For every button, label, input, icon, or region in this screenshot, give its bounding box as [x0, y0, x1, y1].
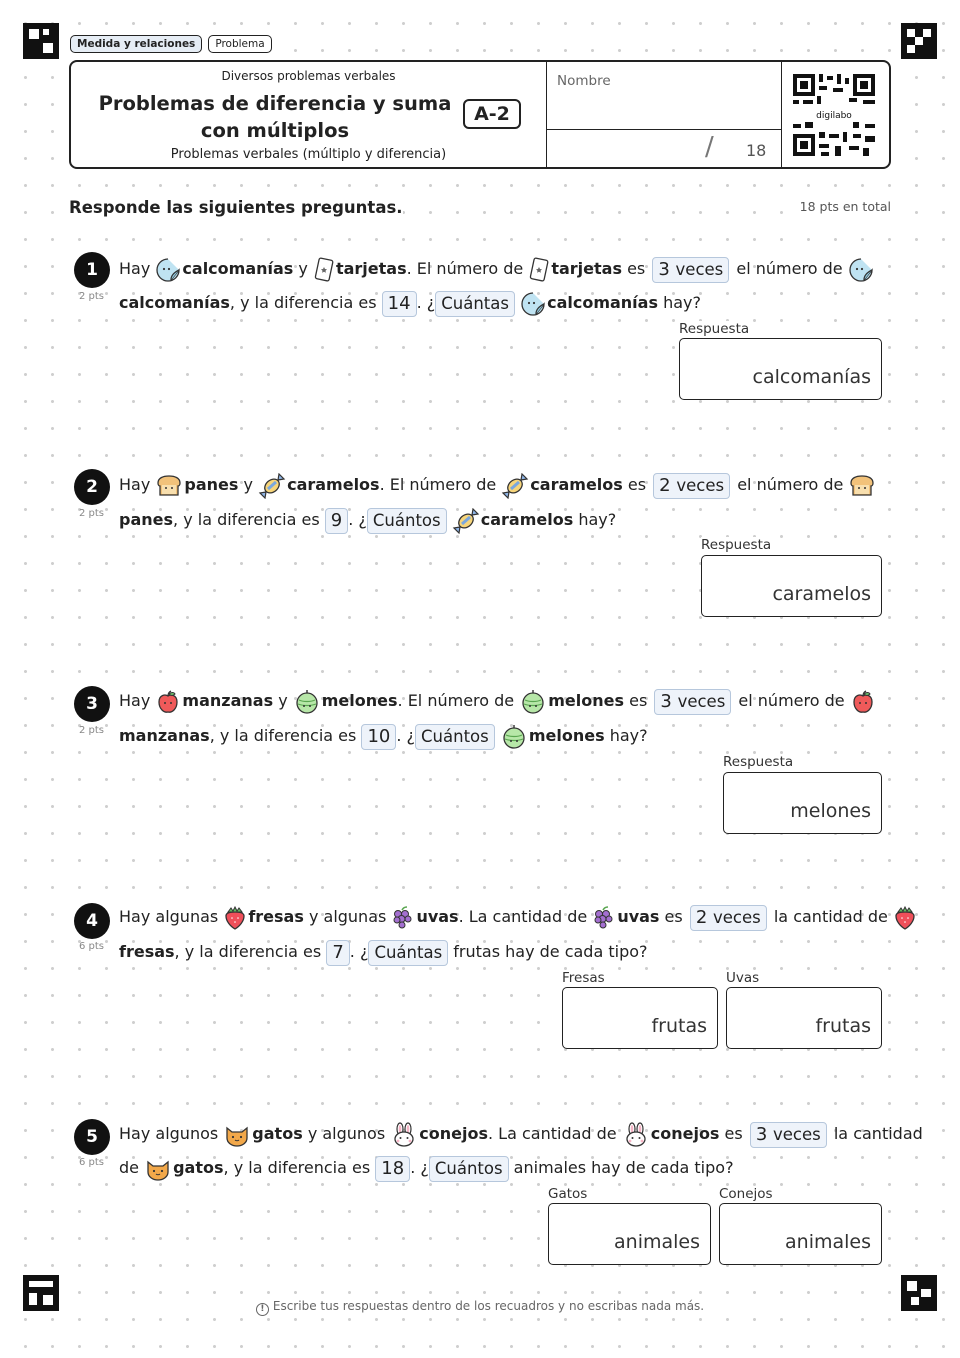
object-b: caramelos — [287, 475, 380, 494]
question-text-line-2 — [119, 505, 616, 535]
difference-box: 18 — [375, 1156, 410, 1182]
object-a: calcomanías — [119, 293, 230, 312]
multiple-box — [690, 905, 767, 931]
page-title — [95, 90, 455, 144]
total-points: 18 pts en total — [799, 199, 891, 214]
question-text-line-2 — [119, 937, 648, 967]
sticker-icon — [520, 291, 546, 317]
object-b: caramelos — [530, 475, 623, 494]
multiple-box — [750, 1122, 827, 1148]
object-a: calcomanías — [547, 293, 658, 312]
text: Hay — [119, 691, 151, 710]
melon-icon — [500, 724, 528, 750]
question-word: Cuántas — [441, 293, 509, 313]
text: . ¿ — [349, 942, 369, 961]
text: hay? — [609, 726, 648, 745]
worksheet-code: A-2 — [463, 99, 521, 129]
cat-icon — [144, 1156, 172, 1182]
score-slash: / — [705, 132, 714, 162]
answer-label-gatos: Gatos — [548, 1186, 588, 1202]
answer-unit: animales — [614, 1231, 700, 1253]
object-a: fresas — [119, 942, 175, 961]
page-title-line-1: Problemas de diferencia y suma — [98, 92, 452, 115]
text: . ¿ — [348, 510, 367, 529]
answer-unit: calcomanías — [752, 366, 871, 388]
text: . El número de — [406, 259, 524, 278]
object-a: calcomanías — [182, 259, 294, 278]
corner-marker-top-left — [23, 23, 59, 59]
card-icon — [528, 257, 550, 283]
text: la cantidad — [833, 1124, 923, 1143]
text: . El número de — [397, 691, 515, 710]
warning-icon: ! — [256, 1303, 269, 1316]
question-text-line-2 — [119, 288, 701, 318]
question-number: 5 — [74, 1119, 110, 1155]
name-score-area — [546, 62, 782, 167]
header-title-area — [71, 62, 546, 167]
question-number: 3 — [74, 686, 110, 722]
difference-box: 9 — [325, 508, 348, 534]
text: y — [298, 259, 308, 278]
instructions: Responde las siguientes preguntas. — [69, 198, 403, 217]
sticker-icon — [155, 257, 181, 283]
text: . La cantidad de — [488, 1124, 617, 1143]
answer-label: Respuesta — [723, 754, 794, 770]
object-a: fresas — [248, 907, 304, 926]
text: y algunas — [308, 907, 387, 926]
multiple-value: 2 — [659, 474, 671, 496]
question-word: Cuántos — [372, 510, 441, 530]
veces-label: veces — [713, 907, 761, 927]
question-text-line-1 — [119, 1119, 923, 1149]
apple-icon — [850, 689, 876, 715]
question-number: 1 — [74, 252, 110, 288]
cat-icon — [223, 1122, 251, 1148]
apple-icon — [155, 689, 181, 715]
object-a: panes — [119, 510, 174, 529]
multiple-box — [654, 689, 731, 715]
multiple-value: 3 — [660, 690, 672, 712]
text: la cantidad de — [773, 907, 888, 926]
multiple-value: 2 — [695, 906, 708, 928]
answer-box-gatos[interactable] — [548, 1203, 711, 1265]
candy-icon — [452, 508, 480, 534]
divider — [547, 129, 781, 130]
object-b: melones — [321, 691, 398, 710]
object-b: conejos — [419, 1124, 488, 1143]
question-points: 2 pts — [79, 725, 105, 736]
difference-box: 14 — [382, 291, 417, 317]
page-title-line-2: con múltiplos — [200, 119, 350, 142]
rabbit-icon — [622, 1122, 650, 1148]
answer-box[interactable] — [701, 555, 882, 617]
text: es — [724, 1124, 743, 1143]
candy-icon — [501, 473, 529, 499]
qr-code-icon — [793, 74, 875, 156]
text: animales hay de cada tipo? — [513, 1158, 734, 1177]
answer-label: Respuesta — [679, 321, 750, 337]
multiple-value: 3 — [755, 1123, 768, 1145]
text: y — [243, 475, 253, 494]
text: , y la diferencia es — [173, 510, 320, 529]
object-b: tarjetas — [335, 259, 407, 278]
text: hay? — [578, 510, 617, 529]
category-tags — [70, 35, 272, 53]
question-number: 4 — [74, 903, 110, 939]
question-text-line-1 — [119, 254, 875, 284]
text: , y la diferencia es — [223, 1158, 371, 1177]
question-text-line-2 — [119, 1153, 734, 1183]
header-subtitle-2: Problemas verbales (múltiplo y diferencia) — [170, 147, 447, 162]
strawberry-icon — [893, 905, 917, 931]
text: de — [119, 1158, 139, 1177]
multiple-box — [653, 473, 730, 499]
question-word: Cuántos — [434, 1158, 503, 1178]
question-points: 6 pts — [79, 941, 105, 952]
footer-text: Escribe tus respuestas dentro de los recuadros y no escribas nada más. — [272, 1299, 705, 1313]
text: el número de — [738, 691, 845, 710]
object-a: manzanas — [119, 726, 210, 745]
object-a: gatos — [173, 1158, 224, 1177]
question-word-box — [368, 940, 448, 966]
grapes-icon — [391, 905, 415, 931]
text: , y la diferencia es — [229, 293, 377, 312]
object-a: panes — [184, 475, 239, 494]
text: es — [629, 691, 648, 710]
answer-unit: frutas — [815, 1015, 871, 1037]
grapes-icon — [592, 905, 616, 931]
melon-icon — [519, 689, 547, 715]
header-subtitle: Diversos problemas verbales — [221, 69, 396, 83]
text: , y la diferencia es — [174, 942, 322, 961]
sticker-icon — [848, 257, 874, 283]
answer-label-conejos: Conejos — [719, 1186, 773, 1202]
question-text-line-1 — [119, 902, 918, 932]
name-label: Nombre — [557, 73, 611, 89]
veces-label: veces — [676, 475, 725, 495]
answer-box-fresas[interactable] — [562, 987, 718, 1049]
text: Hay — [119, 475, 151, 494]
candy-icon — [258, 473, 286, 499]
answer-unit: melones — [790, 800, 871, 822]
answer-box[interactable] — [723, 772, 882, 834]
question-word-box — [435, 291, 515, 317]
text: . ¿ — [410, 1158, 429, 1177]
corner-marker-top-right — [901, 23, 937, 59]
veces-label: veces — [677, 691, 726, 711]
text: , y la diferencia es — [209, 726, 357, 745]
text: hay? — [663, 293, 701, 312]
difference-box: 10 — [361, 724, 396, 750]
tag-category: Medida y relaciones — [70, 35, 202, 53]
qr-label: digilabo — [816, 111, 852, 121]
object-a: manzanas — [182, 691, 274, 710]
question-text-line-1 — [119, 686, 877, 716]
multiple-box — [652, 257, 729, 283]
strawberry-icon — [223, 905, 247, 931]
question-points: 2 pts — [79, 508, 105, 519]
answer-unit: caramelos — [772, 583, 871, 605]
card-icon — [313, 257, 335, 283]
bread-icon — [848, 473, 876, 499]
answer-unit: animales — [785, 1231, 871, 1253]
text: es — [627, 259, 646, 278]
answer-unit: frutas — [651, 1015, 707, 1037]
question-word-box — [367, 508, 447, 534]
text: Hay algunos — [119, 1124, 219, 1143]
question-text-line-1 — [119, 470, 877, 500]
question-number: 2 — [74, 469, 110, 505]
multiple-value: 3 — [658, 258, 670, 280]
footer-band — [256, 1299, 704, 1313]
rabbit-icon — [390, 1122, 418, 1148]
melon-icon — [293, 689, 321, 715]
object-b: caramelos — [480, 510, 574, 529]
object-b: uvas — [617, 907, 660, 926]
text: frutas hay de cada tipo? — [453, 942, 648, 961]
footer-note — [0, 1299, 960, 1316]
question-points: 6 pts — [79, 1157, 105, 1168]
text: . ¿ — [416, 293, 436, 312]
text: Hay algunas — [119, 907, 219, 926]
object-b: tarjetas — [551, 259, 622, 278]
text: . La cantidad de — [458, 907, 588, 926]
text: y algunos — [307, 1124, 386, 1143]
question-word-box — [415, 724, 495, 750]
object-b: uvas — [416, 907, 459, 926]
answer-box[interactable] — [679, 338, 882, 400]
tag-type: Problema — [208, 35, 271, 53]
text: es — [627, 475, 647, 494]
veces-label: veces — [675, 259, 724, 279]
object-b: melones — [528, 726, 605, 745]
question-word: Cuántas — [374, 942, 443, 962]
score-total: 18 — [746, 141, 767, 160]
bread-icon — [155, 473, 183, 499]
text: es — [664, 907, 683, 926]
text: y — [278, 691, 288, 710]
text: . ¿ — [396, 726, 416, 745]
difference-box: 7 — [326, 940, 349, 966]
text: el número de — [737, 475, 844, 494]
worksheet-header — [69, 60, 891, 169]
text: el número de — [736, 259, 843, 278]
object-b: conejos — [650, 1124, 720, 1143]
text: Hay — [119, 259, 151, 278]
question-word-box — [429, 1156, 509, 1182]
question-points: 2 pts — [79, 291, 105, 302]
answer-box-uvas[interactable] — [726, 987, 882, 1049]
answer-label-fresas: Fresas — [562, 970, 605, 986]
object-a: gatos — [252, 1124, 303, 1143]
answer-label-uvas: Uvas — [726, 970, 760, 986]
text: . El número de — [379, 475, 497, 494]
question-word: Cuántos — [421, 726, 489, 746]
answer-box-conejos[interactable] — [719, 1203, 882, 1265]
question-text-line-2 — [119, 721, 648, 751]
object-b: melones — [548, 691, 624, 710]
answer-label: Respuesta — [701, 537, 772, 553]
veces-label: veces — [773, 1124, 821, 1144]
